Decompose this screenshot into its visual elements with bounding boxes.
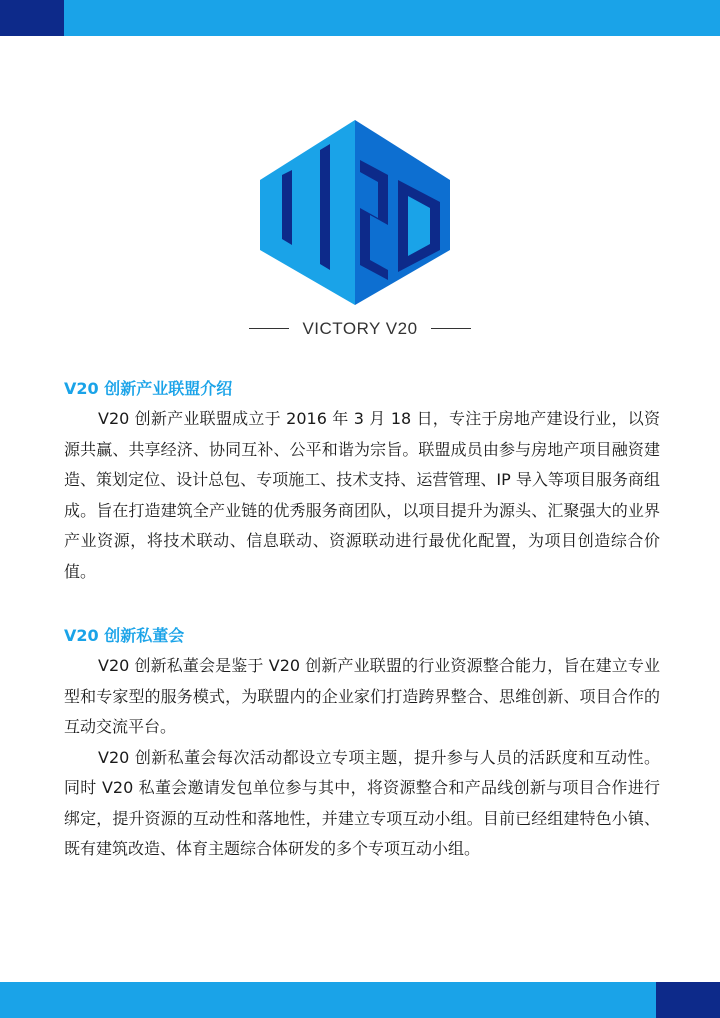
v20-logo: [260, 120, 450, 305]
brand-name: VICTORY V20: [302, 318, 418, 338]
document-body: [64, 374, 660, 865]
private-board-paragraph-2: V20 创新私董会每次活动都设立专项主题，提升参与人员的活跃度和互动性。同时 V20 私董会邀请发包单位参与其中，将资源整合和产品线创新与项目合作进行绑定，提升资源的互动性和落地性，并建立专项互动小组。目前已经组建特色小镇、既有建筑改造、体育主题综合体研发的多个专项互动小组。: [64, 747, 660, 858]
top-banner-accent: [0, 0, 64, 36]
section-title-private-board: V20 创新私董会: [64, 626, 185, 645]
bottom-banner-accent: [656, 982, 720, 1018]
private-board-paragraph-1: V20 创新私董会是鉴于 V20 创新产业联盟的行业资源整合能力，旨在建立专业型和专家型的服务模式，为联盟内的企业家们打造跨界整合、思维创新、项目合作的互动交流平台。: [64, 656, 660, 736]
top-banner: [0, 0, 720, 36]
logo-left-face: [260, 120, 355, 305]
section-title-alliance: V20 创新产业联盟介绍: [64, 379, 233, 398]
alliance-paragraph: V20 创新产业联盟成立于 2016 年 3 月 18 日，专注于房地产建设行业，以资源共赢、共享经济、协同互补、公平和谐为宗旨。联盟成员由参与房地产项目融资建造、策划定位、设计总包、专项施工、技术支持、运营管理、IP 导入等项目服务商组成。旨在打造建筑全产业链的优秀服务商团队，以项目提升为源头、汇聚强大的业界产业资源，将技术联动、信息联动、资源联动进行最优化配置，为项目创造综合价值。: [64, 409, 660, 581]
brand-rule-left: [249, 328, 289, 329]
brand-rule-right: [431, 328, 471, 329]
logo-v-left-stroke: [282, 170, 292, 245]
bottom-banner: [0, 982, 720, 1018]
logo-v-right-stroke: [320, 144, 330, 270]
brand-caption: [0, 318, 720, 342]
